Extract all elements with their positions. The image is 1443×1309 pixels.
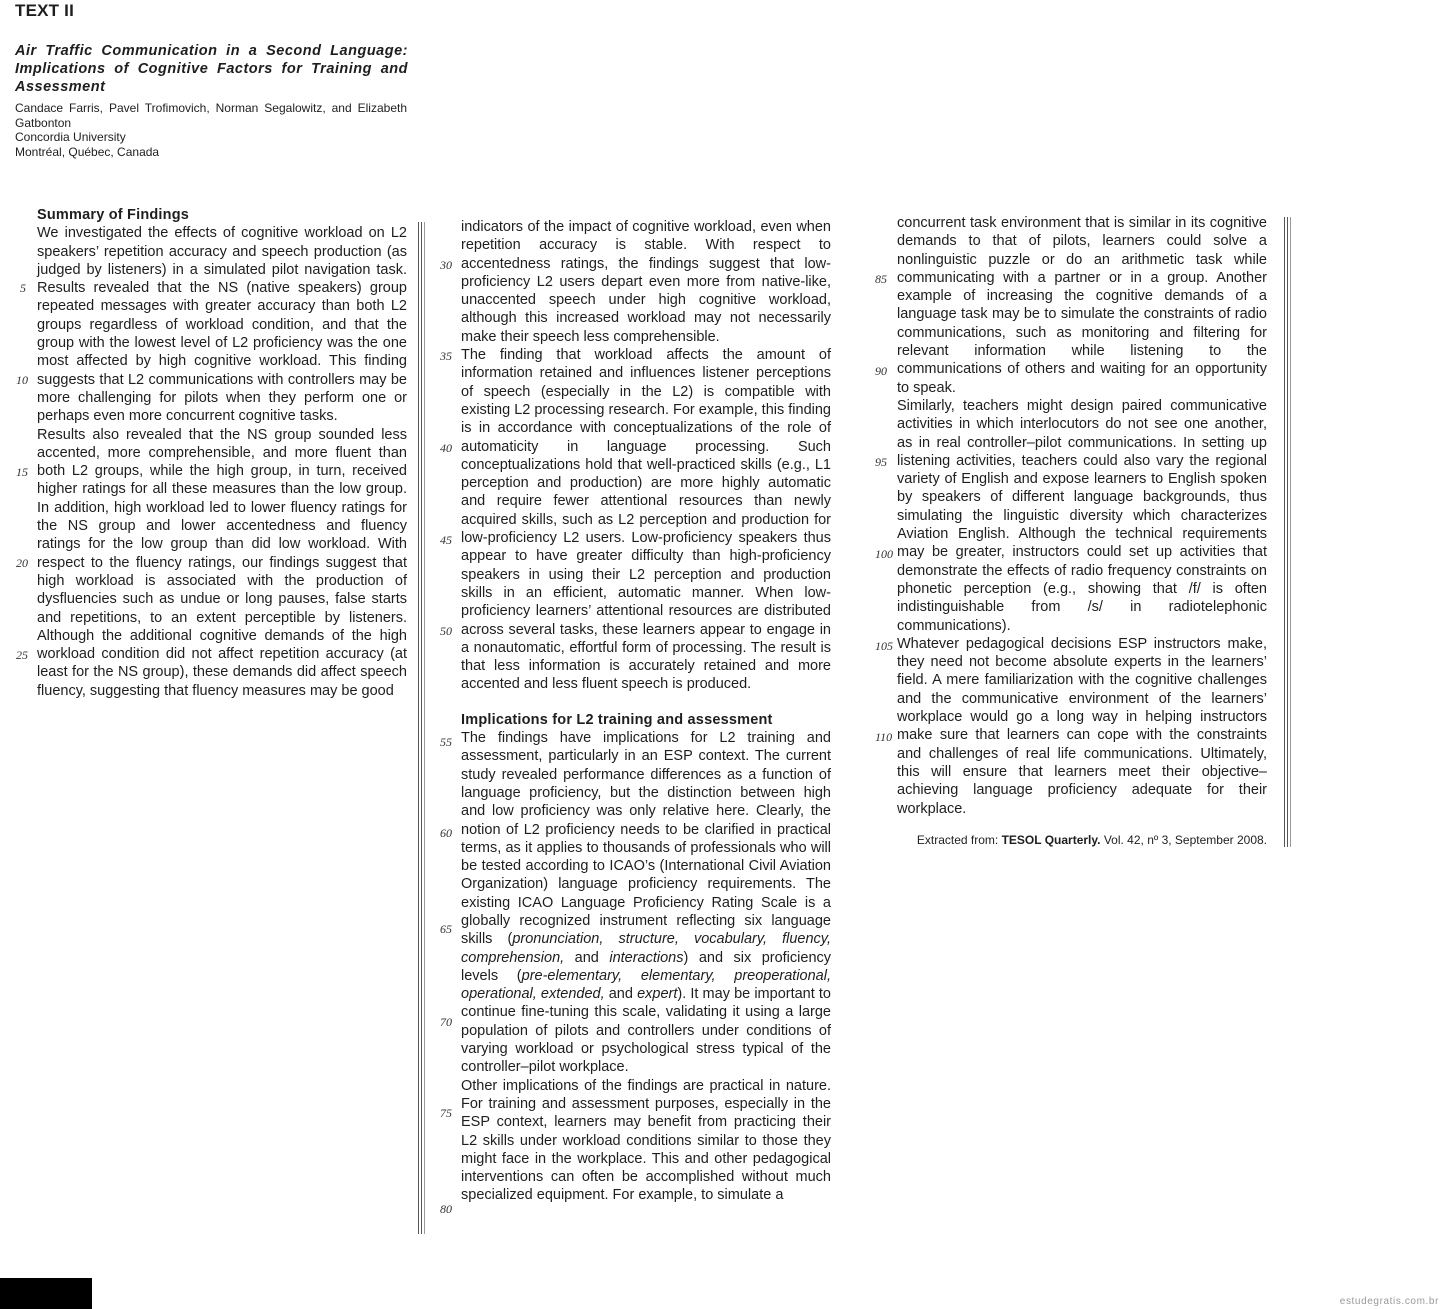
levels-list: pre-elementary, elementary, preoperational, operational, extended, (461, 967, 831, 1003)
column-rule (1287, 217, 1288, 847)
line-number: 85 (875, 272, 887, 286)
levels-last: expert (637, 986, 678, 1003)
column-rule (1290, 217, 1291, 847)
line-number: 10 (16, 373, 28, 387)
line-number: 15 (16, 465, 28, 479)
paragraph: The finding that workload affects the amount of information retained and influences listener perceptions of speech (especially in the L2) is compatible with existing L2 processing research. For example, this finding is in accordance with conceptualizations of the role of automaticity in language processing. Such conceptualizations hold that well-practiced skills (e.g., L1 perception and production) are more highly automatic and require fewer attentional resources than newly acquired skills, such as L2 perception and production for low-proficiency L2 users. Low-proficiency speakers thus appear to have greater difficulty than high-proficiency speakers in using their L2 perception and production skills in an efficient, automatic manner. When low-proficiency learners’ attentional resources are distributed across several tasks, these learners appear to engage in a nonautomatic, effortful form of processing. The result is that less information is accurately retained and more accented and less fluent speech is produced. (461, 347, 831, 693)
authors: Candace Farris, Pavel Trofimovich, Norman Segalowitz, and Elizabeth Gatbonton (15, 101, 407, 130)
paragraph: Similarly, teachers might design paired communicative activities in which interlocutors do not see one another, as in real controller–pilot communications. In setting up listening activities, teachers could also vary the regional variety of English and expose learners to English spoken by speakers of different language backgrounds, thus simulating the linguistic diversity which characterizes Aviation English. Although the technical requirements may be greater, instructors could set up activities that demonstrate the effects of radio frequency constraints on phonetic perception (e.g., showing that /f/ is often indistinguishable from /s/ in radiotelephonic communications). (897, 397, 1267, 634)
text-span: The findings have implications for L2 training and assessment, particularly in an ESP context. The current study revealed performance differences as a function of language proficiency, but the distinction between high and low proficiency was only relative here. Clearly, the notion of L2 proficiency needs to be clarified in practical terms, as it applies to thousands of professionals who will be tested according to ICAO’s (International Civil Aviation Organization) language proficiency requirements. The existing ICAO Language Proficiency Rating Scale is a globally recognized instrument reflecting six language skills ( (461, 730, 831, 948)
watermark: estudegratis.com.br (1339, 1296, 1439, 1307)
black-block (0, 1278, 92, 1309)
line-number: 25 (16, 648, 28, 662)
text-span: ). It may be important to continue fine-tuning this scale, validating it using a large population of pilots and controllers under conditions of varying workload or psychological stress typical of the controller–pilot workplace. (461, 986, 831, 1076)
source-details: Vol. 42, nº 3, September 2008. (1100, 833, 1267, 847)
paragraph: We investigated the effects of cognitive workload on L2 speakers’ repetition accuracy and speech production (as judged by listeners) in a simulated pilot navigation task. Results revealed that the NS (native speakers) group repeated messages with greater accuracy than both L2 groups regardless of workload condition, and that the group with the lowest level of L2 proficiency was the one most affected by high cognitive workload. This finding suggests that L2 communications with controllers may be more challenging for pilots when they perform one or perhaps even more concurrent cognitive tasks. (37, 225, 407, 425)
column-2 (461, 218, 831, 1205)
paragraph: indicators of the impact of cognitive workload, even when repetition accuracy is stable. With respect to accentedness ratings, the findings suggest that low-proficiency L2 users depart even more from native-like, unaccented speech under high cognitive workload, although this increased workload may not necessarily make their speech less comprehensible. (461, 219, 831, 345)
article-title: Air Traffic Communication in a Second Language: Implications of Cognitive Factors for Training and Assessment (15, 43, 408, 95)
line-number: 40 (440, 441, 452, 455)
text-span: ) and six proficiency levels ( (461, 949, 832, 984)
paragraph: Other implications of the findings are practical in nature. For training and assessment purposes, especially in the ESP context, learners may benefit from practicing their L2 skills under workload conditions similar to those they might face in the workplace. This and other pedagogical interventions can often be accomplished without much specialized equipment. For example, to simulate a (461, 1077, 831, 1204)
column-rule (418, 222, 419, 1234)
skills-last: interactions (609, 949, 684, 966)
journal-name: TESOL Quarterly. (1001, 833, 1101, 847)
line-number: 60 (440, 826, 452, 840)
paragraph: Results also revealed that the NS group sounded less accented, more comprehensible, and more fluent than both L2 groups, while the high group, in turn, received higher ratings for all these measures than the low group. In addition, high workload led to lower fluency ratings for the NS group and lower accentedness and fluency ratings for the low group than did low workload. With respect to the fluency ratings, our findings suggest that high workload is associated with the production of dysfluencies such as undue or long pauses, false starts and repetitions, to an extent perceptible by listeners. Although the additional cognitive demands of the high workload condition did not affect repetition accuracy (at least for the NS group), these demands did affect speech fluency, suggesting that fluency measures may be good (37, 426, 407, 699)
line-number: 95 (875, 455, 887, 469)
line-number: 5 (20, 281, 26, 295)
paragraph: Whatever pedagogical decisions ESP instructors make, they need not become absolute experts in the learners’ field. A mere familiarization with the cognitive challenges and the communicative environment of the learners’ workplace would go a long way in helping instructors make sure that learners can cope with the constraints and challenges of real life communications. Ultimately, this will ensure that learners meet their objective–achieving language proficiency adequate for their workplace. (897, 635, 1267, 817)
line-number: 80 (440, 1202, 452, 1216)
institution: Concordia University (15, 130, 126, 145)
summary-heading: Summary of Findings (37, 207, 190, 223)
line-number: 110 (875, 730, 893, 744)
line-number: 65 (440, 922, 452, 936)
line-number: 30 (440, 258, 452, 272)
column-1 (37, 206, 407, 700)
line-number: 20 (16, 556, 28, 570)
text-span: and (564, 949, 610, 966)
byline (15, 101, 407, 159)
line-number: 55 (440, 735, 452, 749)
skills-list: pronunciation, structure, vocabulary, fluency, comprehension, (461, 931, 831, 966)
column-3 (897, 214, 1267, 818)
line-number: 50 (440, 624, 452, 638)
line-number: 75 (440, 1106, 452, 1120)
source-citation (897, 833, 1267, 847)
paragraph: concurrent task environment that is similar in its cognitive demands to that of pilots, learners could solve a nonlinguistic puzzle or do an arithmetic task while communicating with a partner or in a group. Another example of increasing the cognitive demands of a language task may be to simulate the constraints of radio communications, such as monitoring and filtering for relevant information while listening to the communications of others and waiting for an opportunity to speak. (897, 215, 1267, 396)
source-prefix: Extracted from: (916, 833, 1002, 847)
line-number: 45 (440, 533, 452, 547)
location: Montréal, Québec, Canada (15, 144, 160, 159)
column-rule (424, 222, 425, 1234)
line-number: 35 (440, 349, 452, 363)
column-rule (421, 222, 422, 1234)
line-number: 90 (875, 364, 887, 378)
text-label: TEXT II (15, 1, 75, 20)
line-number: 105 (875, 639, 893, 653)
column-rule (1284, 217, 1285, 847)
paragraph (461, 729, 831, 1077)
implications-heading: Implications for L2 training and assessment (461, 711, 773, 728)
line-number: 70 (440, 1015, 452, 1029)
line-number: 100 (875, 547, 893, 561)
text-span: and (604, 986, 638, 1003)
